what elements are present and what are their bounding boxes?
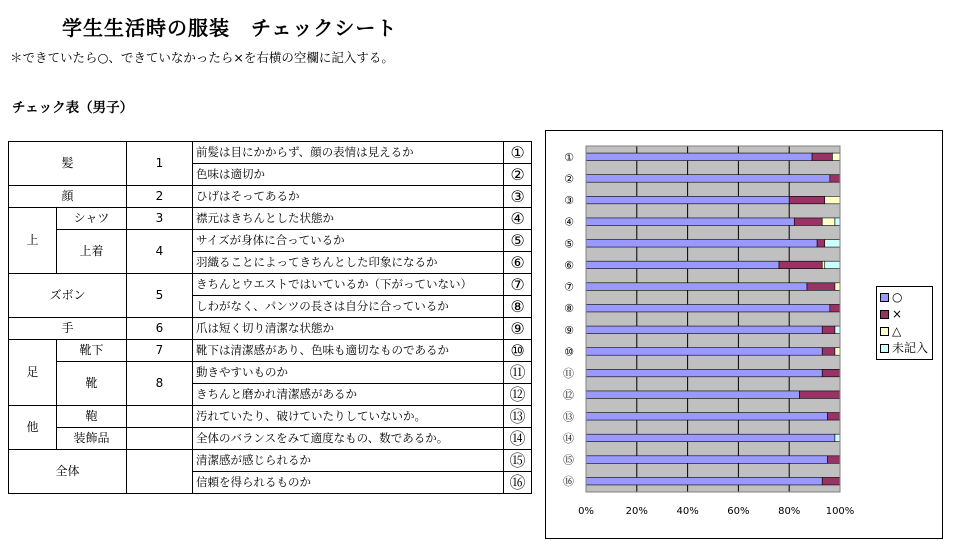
category-cell: 髪 (9, 142, 127, 186)
check-item: きちんと磨かれ清潔感があるか (193, 384, 504, 406)
check-answer-cell[interactable]: ⑭ (504, 428, 532, 450)
bar-segment (822, 477, 840, 485)
x-tick-label: 0% (578, 506, 594, 517)
y-tick-label: ③ (564, 194, 574, 208)
number-cell: 7 (127, 340, 193, 362)
number-cell: 5 (127, 274, 193, 318)
bar-segment (799, 391, 840, 399)
x-tick-label: 20% (625, 506, 648, 517)
y-tick-label: ⑥ (564, 258, 574, 272)
y-tick-label: ⑫ (563, 388, 574, 402)
check-item: サイズが身体に合っているか (193, 230, 504, 252)
number-cell (127, 428, 193, 450)
bar-segment (825, 196, 840, 204)
bar-segment (586, 261, 779, 269)
category-cell: 他 (9, 406, 57, 450)
table-row (9, 406, 532, 428)
bar-segment (817, 240, 825, 248)
bar-segment (825, 240, 840, 248)
bar-segment (586, 434, 835, 442)
check-answer-cell[interactable]: ② (504, 164, 532, 186)
bar-segment (586, 153, 812, 161)
checklist-table (8, 141, 532, 494)
number-cell: 2 (127, 186, 193, 208)
bar-segment (830, 175, 840, 183)
bar-segment (822, 261, 825, 269)
bar-segment (835, 218, 840, 226)
legend-swatch (880, 310, 889, 319)
bar-segment (586, 369, 822, 377)
check-item: 動きやすいものか (193, 362, 504, 384)
y-tick-label: ① (564, 150, 574, 164)
table-row (9, 318, 532, 340)
table-row (9, 362, 532, 384)
subcategory-cell: シャツ (57, 208, 127, 230)
table-subtitle: チェック表（男子） (12, 100, 134, 116)
legend-item (880, 340, 928, 356)
bar-segment (835, 434, 840, 442)
category-cell: ズボン (9, 274, 127, 318)
check-item: 前髪は目にかからず、顔の表情は見えるか (193, 142, 504, 164)
subcategory-cell: 鞄 (57, 406, 127, 428)
subcategory-cell: 靴下 (57, 340, 127, 362)
bar-segment (586, 348, 822, 356)
bar-segment (835, 283, 840, 291)
bar-segment (835, 326, 840, 334)
subcategory-cell: 上着 (57, 230, 127, 274)
check-item: 爪は短く切り清潔な状態か (193, 318, 504, 340)
bar-segment (794, 218, 822, 226)
check-answer-cell[interactable]: ⑥ (504, 252, 532, 274)
bar-segment (789, 196, 825, 204)
table-row (9, 208, 532, 230)
legend-label: 未記入 (892, 341, 929, 355)
results-chart (545, 130, 943, 539)
y-tick-label: ⑧ (564, 302, 574, 316)
category-cell: 顔 (9, 186, 127, 208)
check-item: ひげはそってあるか (193, 186, 504, 208)
bar-segment (586, 456, 827, 464)
check-item: 清潔感が感じられるか (193, 450, 504, 472)
table-row (9, 340, 532, 362)
y-tick-label: ⑦ (564, 280, 574, 294)
check-item: 汚れていたり、破けていたりしていないか。 (193, 406, 504, 428)
category-cell: 手 (9, 318, 127, 340)
check-answer-cell[interactable]: ⑮ (504, 450, 532, 472)
legend-swatch (880, 327, 889, 336)
bar-segment (807, 283, 835, 291)
x-tick-label: 100% (825, 506, 855, 517)
bar-segment (830, 304, 840, 312)
number-cell (127, 406, 193, 428)
legend-label: △ (892, 324, 902, 338)
page-title: 学生生活時の服装 チェックシート (62, 16, 398, 40)
bar-segment (586, 326, 822, 334)
legend-swatch (880, 344, 889, 353)
check-answer-cell[interactable]: ⑯ (504, 472, 532, 494)
check-answer-cell[interactable]: ⑬ (504, 406, 532, 428)
number-cell: 4 (127, 230, 193, 274)
check-answer-cell[interactable]: ⑫ (504, 384, 532, 406)
y-tick-label: ⑭ (563, 431, 574, 445)
number-cell: 6 (127, 318, 193, 340)
bar-segment (822, 218, 835, 226)
bar-segment (586, 218, 794, 226)
check-answer-cell[interactable]: ⑦ (504, 274, 532, 296)
check-item: きちんとウエストではいているか（下がっていない） (193, 274, 504, 296)
legend-item (880, 289, 902, 305)
number-cell: 3 (127, 208, 193, 230)
y-tick-label: ⑮ (563, 453, 574, 467)
y-tick-label: ⑬ (563, 410, 574, 424)
bar-segment (827, 456, 840, 464)
check-answer-cell[interactable]: ⑩ (504, 340, 532, 362)
table-row (9, 428, 532, 450)
bar-segment (822, 326, 835, 334)
x-tick-label: 40% (676, 506, 699, 517)
bar-segment (586, 175, 830, 183)
table-row (9, 274, 532, 296)
instruction-text: ＊できていたら○、できていなかったら×を右横の空欄に記入する。 (10, 50, 394, 65)
category-cell: 足 (9, 340, 57, 406)
table-row (9, 450, 532, 472)
bar-segment (586, 283, 807, 291)
y-tick-label: ⑪ (563, 367, 574, 381)
table-row (9, 142, 532, 164)
bar-segment (822, 348, 835, 356)
check-answer-cell[interactable]: ⑨ (504, 318, 532, 340)
number-cell: 1 (127, 142, 193, 186)
bar-segment (586, 413, 827, 421)
y-tick-label: ② (564, 172, 574, 186)
check-answer-cell[interactable]: ④ (504, 208, 532, 230)
check-answer-cell[interactable]: ③ (504, 186, 532, 208)
chart-legend (876, 286, 933, 360)
y-tick-label: ⑩ (564, 345, 574, 359)
check-item: しわがなく、パンツの長さは自分に合っているか (193, 296, 504, 318)
number-cell: 8 (127, 362, 193, 406)
bar-segment (586, 196, 789, 204)
category-cell: 上 (9, 208, 57, 274)
check-item: 色味は適切か (193, 164, 504, 186)
table-row (9, 230, 532, 252)
y-tick-label: ⑨ (564, 323, 574, 337)
check-answer-cell[interactable]: ⑧ (504, 296, 532, 318)
check-answer-cell[interactable]: ① (504, 142, 532, 164)
bar-segment (835, 348, 840, 356)
bar-segment (827, 413, 840, 421)
check-answer-cell[interactable]: ⑤ (504, 230, 532, 252)
subcategory-cell: 装飾品 (57, 428, 127, 450)
check-answer-cell[interactable]: ⑪ (504, 362, 532, 384)
category-cell: 全体 (9, 450, 127, 494)
check-item: 靴下は清潔感があり、色味も適切なものであるか (193, 340, 504, 362)
bar-segment (586, 240, 817, 248)
bar-segment (779, 261, 822, 269)
bar-segment (822, 369, 840, 377)
legend-label: × (892, 307, 903, 321)
check-item: 全体のバランスをみて適度なもの、数であるか。 (193, 428, 504, 450)
y-tick-label: ⑯ (563, 475, 574, 489)
legend-item (880, 323, 901, 339)
subcategory-cell: 靴 (57, 362, 127, 406)
y-tick-label: ⑤ (564, 237, 574, 251)
legend-label: ○ (892, 290, 903, 304)
x-tick-label: 60% (727, 506, 750, 517)
y-tick-label: ④ (564, 215, 574, 229)
x-tick-label: 80% (778, 506, 801, 517)
bar-segment (586, 391, 799, 399)
table-row (9, 186, 532, 208)
bar-segment (586, 477, 822, 485)
bar-segment (586, 304, 830, 312)
check-item: 羽織ることによってきちんとした印象になるか (193, 252, 504, 274)
number-cell (127, 450, 193, 494)
legend-item (880, 306, 902, 322)
bar-segment (812, 153, 832, 161)
check-item: 襟元はきちんとした状態か (193, 208, 504, 230)
bar-segment (832, 153, 840, 161)
legend-swatch (880, 293, 889, 302)
bar-segment (825, 261, 840, 269)
check-item: 信頼を得られるものか (193, 472, 504, 494)
